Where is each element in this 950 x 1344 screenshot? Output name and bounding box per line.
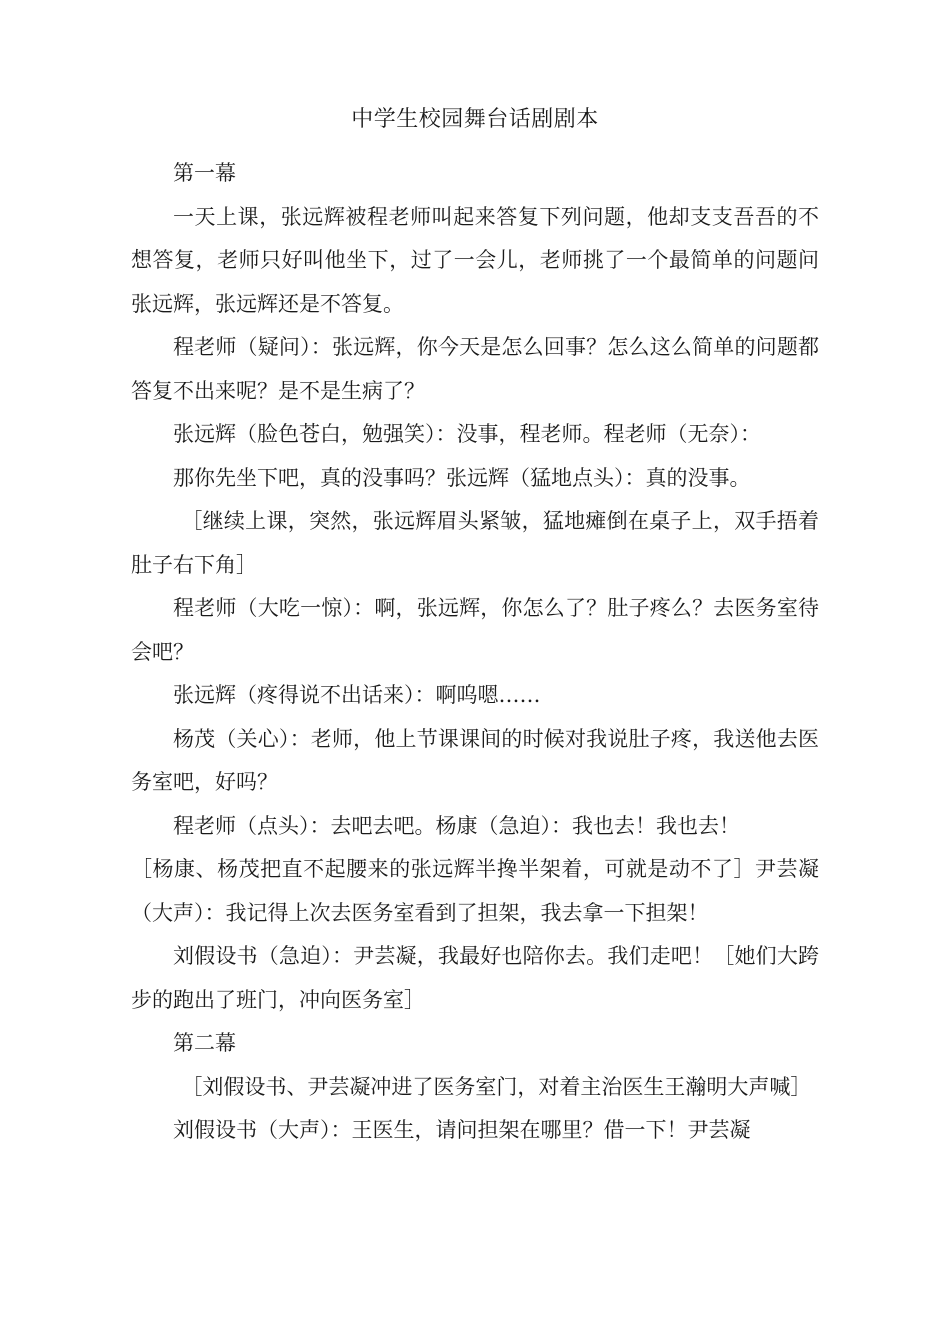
dialogue-paragraph: 程老师（疑问）：张远辉，你今天是怎么回事？怎么这么简单的问题都答复不出来呢？是不是生病了？ — [131, 335, 819, 403]
dialogue-paragraph: 张远辉（脸色苍白，勉强笑）：没事，程老师。程老师（无奈）： — [173, 422, 761, 446]
dialogue-paragraph: 杨茂（关心）：老师，他上节课课间的时候对我说肚子疼，我送他去医务室吧，好吗？ — [131, 726, 819, 794]
script-body — [131, 152, 819, 1153]
dialogue-paragraph: 程老师（点头）：去吧去吧。杨康（急迫）：我也去！我也去！ — [173, 813, 740, 838]
dialogue-paragraph: 程老师（大吃一惊）：啊，张远辉，你怎么了？肚子疼么？去医务室待会吧？ — [131, 596, 819, 664]
act-heading: 第一幕 — [173, 161, 236, 185]
stage-direction-paragraph: ［继续上课，突然，张远辉眉头紧皱，猛地瘫倒在桌子上，双手捂着肚子右下角］ — [131, 509, 819, 577]
dialogue-paragraph: 刘假设书（急迫）：尹芸凝，我最好也陪你去。我们走吧！［她们大跨步的跑出了班门，冲向医务室］ — [131, 944, 819, 1012]
stage-direction-paragraph: ［刘假设书、尹芸凝冲进了医务室门，对着主治医生王瀚明大声喊］ — [181, 1074, 812, 1099]
act-heading: 第二幕 — [173, 1031, 236, 1055]
narration-paragraph: 一天上课，张远辉被程老师叫起来答复下列问题，他却支支吾吾的不想答复，老师只好叫他坐下，过了一会儿，老师挑了一个最简单的问题问张远辉，张远辉还是不答复。 — [131, 204, 819, 316]
dialogue-paragraph: 那你先坐下吧，真的没事吗？张远辉（猛地点头）：真的没事。 — [173, 465, 751, 490]
document-title: 中学生校园舞台话剧剧本 — [351, 107, 599, 132]
dialogue-paragraph: 刘假设书（大声）：王医生，请问担架在哪里？借一下！尹芸凝 — [173, 1118, 751, 1142]
stage-direction-paragraph: ［杨康、杨茂把直不起腰来的张远辉半搀半架着，可就是动不了］尹芸凝（大声）：我记得上次去医务室看到了担架，我去拿一下担架！ — [131, 857, 819, 925]
dialogue-paragraph: 张远辉（疼得说不出话来）：啊呜嗯…… — [173, 683, 541, 707]
